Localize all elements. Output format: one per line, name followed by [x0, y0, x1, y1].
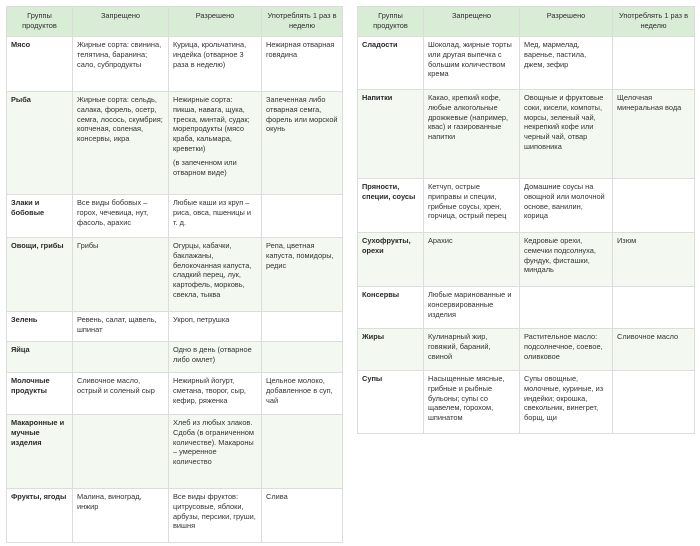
table-row — [7, 195, 343, 238]
row-forbidden: Жирные сорта: свинина, телятина, баранина; сало, субпродукты — [73, 37, 169, 92]
table-row — [7, 37, 343, 92]
row-group: Консервы — [358, 287, 424, 329]
row-allowed: Укроп, петрушка — [169, 312, 262, 342]
row-weekly — [262, 342, 343, 373]
diet-table-left — [6, 6, 343, 543]
row-group: Молочные продукты — [7, 373, 73, 415]
table-row — [358, 233, 695, 287]
row-weekly — [613, 179, 695, 233]
row-allowed: Хлеб из любых злаков. Сдоба (в ограниченном количестве). Макароны – умеренное количество — [169, 415, 262, 489]
row-allowed — [520, 287, 613, 329]
row-forbidden: Все виды бобовых – горох, чечевица, нут, фасоль, арахис — [73, 195, 169, 238]
row-allowed: Домашние соусы на овощной или молочной основе, ванилин, корица — [520, 179, 613, 233]
row-weekly — [262, 415, 343, 489]
row-forbidden: Кулинарный жир, говяжий, бараний, свиной — [424, 329, 520, 371]
row-allowed: Нежирный йогурт, сметана, творог, сыр, кефир, ряженка — [169, 373, 262, 415]
row-allowed: Курица, крольчатина, индейка (отварное 3 раза в неделю) — [169, 37, 262, 92]
row-group: Супы — [358, 371, 424, 434]
row-forbidden: Арахис — [424, 233, 520, 287]
row-weekly — [613, 371, 695, 434]
row-group: Сухофрукты, орехи — [358, 233, 424, 287]
row-forbidden: Какао, крепкий кофе, любые алкогольные дрожжевые (например, квас) и газированные напитки — [424, 90, 520, 179]
row-weekly: Щелочная минеральная вода — [613, 90, 695, 179]
row-group: Пряности, специи, соусы — [358, 179, 424, 233]
row-group: Мясо — [7, 37, 73, 92]
row-allowed: Супы овощные, молочные, куриные, из индейки; окрошка, свекольник, винегрет, борщ, щи — [520, 371, 613, 434]
table-row — [358, 90, 695, 179]
row-group: Овощи, грибы — [7, 238, 73, 312]
row-allowed: Кедровые орехи, семечки подсолнуха, фундук, фисташки, миндаль — [520, 233, 613, 287]
header-forbidden: Запрещено — [73, 7, 169, 37]
header-weekly: Употреблять 1 раз в неделю — [262, 7, 343, 37]
row-weekly: Запеченная либо отварная семга, форель или морской окунь — [262, 92, 343, 195]
row-allowed-text: Нежирные сорта: пикша, навага, щука, треска, минтай, судак; морепродукты (мясо краба, кальмара, креветки) — [173, 95, 250, 153]
table-header-row — [358, 7, 695, 37]
table-row — [7, 312, 343, 342]
row-allowed: Любые каши из круп – риса, овса, пшеницы и т. д. — [169, 195, 262, 238]
row-forbidden: Кетчуп, острые приправы и специи, грибные соусы, хрен, горчица, острый перец — [424, 179, 520, 233]
row-weekly — [262, 312, 343, 342]
table-header-row — [7, 7, 343, 37]
row-group: Макаронные и мучные изделия — [7, 415, 73, 489]
row-group: Зелень — [7, 312, 73, 342]
header-forbidden: Запрещено — [424, 7, 520, 37]
header-group: Группы продуктов — [7, 7, 73, 37]
row-forbidden: Малина, виноград, инжир — [73, 489, 169, 543]
row-group: Сладости — [358, 37, 424, 90]
row-allowed: Огурцы, кабачки, баклажаны, белокочанная капуста, сладкий перец, лук, картофель, морковь, свекла, тыква — [169, 238, 262, 312]
table-row — [358, 371, 695, 434]
row-weekly: Цельное молоко, добавленное в суп, чай — [262, 373, 343, 415]
row-weekly: Сливочное масло — [613, 329, 695, 371]
table-row — [358, 179, 695, 233]
row-allowed: Мед, мармелад, варенье, пастила, джем, зефир — [520, 37, 613, 90]
row-forbidden: Шоколад, жирные торты или другая выпечка с большим количеством крема — [424, 37, 520, 90]
header-weekly: Употреблять 1 раз в неделю — [613, 7, 695, 37]
row-allowed: Овощные и фруктовые соки, кисели, компоты, морсы, зеленый чай, некрепкий кофе или черный чай, отвар шиповника — [520, 90, 613, 179]
row-allowed: Растительное масло: подсолнечное, соевое, оливковое — [520, 329, 613, 371]
table-row — [358, 287, 695, 329]
row-allowed-note: (в запеченном или отварном виде) — [173, 157, 237, 177]
row-forbidden: Насыщенные мясные, грибные и рыбные бульоны; супы со щавелем, горохом, шпинатом — [424, 371, 520, 434]
table-row — [7, 92, 343, 195]
header-allowed: Разрешено — [520, 7, 613, 37]
table-row — [358, 37, 695, 90]
row-weekly: Слива — [262, 489, 343, 543]
row-group: Напитки — [358, 90, 424, 179]
diet-table-right — [357, 6, 695, 434]
row-forbidden: Ревень, салат, щавель, шпинат — [73, 312, 169, 342]
row-allowed: Все виды фруктов: цитрусовые, яблоки, арбузы, персики, груши, вишня — [169, 489, 262, 543]
row-weekly — [262, 195, 343, 238]
row-weekly: Изюм — [613, 233, 695, 287]
row-group: Злаки и бобовые — [7, 195, 73, 238]
row-forbidden: Жирные сорта: сельдь, салака, форель, осетр, семга, лосось, скумбрия; копченая, соленая, консервы, икра — [73, 92, 169, 195]
row-forbidden: Сливочное масло, острый и соленый сыр — [73, 373, 169, 415]
row-forbidden — [73, 342, 169, 373]
table-row — [7, 238, 343, 312]
row-group: Фрукты, ягоды — [7, 489, 73, 543]
header-allowed: Разрешено — [169, 7, 262, 37]
header-group: Группы продуктов — [358, 7, 424, 37]
row-group: Жиры — [358, 329, 424, 371]
row-forbidden: Грибы — [73, 238, 169, 312]
row-weekly: Нежирная отварная говядина — [262, 37, 343, 92]
row-group: Яйца — [7, 342, 73, 373]
table-row — [7, 489, 343, 543]
table-row — [7, 415, 343, 489]
table-row — [7, 342, 343, 373]
row-weekly: Репа, цветная капуста, помидоры, редис — [262, 238, 343, 312]
row-allowed: Одно в день (отварное либо омлет) — [169, 342, 262, 373]
table-row — [7, 373, 343, 415]
row-group: Рыба — [7, 92, 73, 195]
row-forbidden: Любые маринованные и консервированные изделия — [424, 287, 520, 329]
row-weekly — [613, 287, 695, 329]
row-allowed — [169, 92, 262, 195]
table-row — [358, 329, 695, 371]
row-forbidden — [73, 415, 169, 489]
row-weekly — [613, 37, 695, 90]
